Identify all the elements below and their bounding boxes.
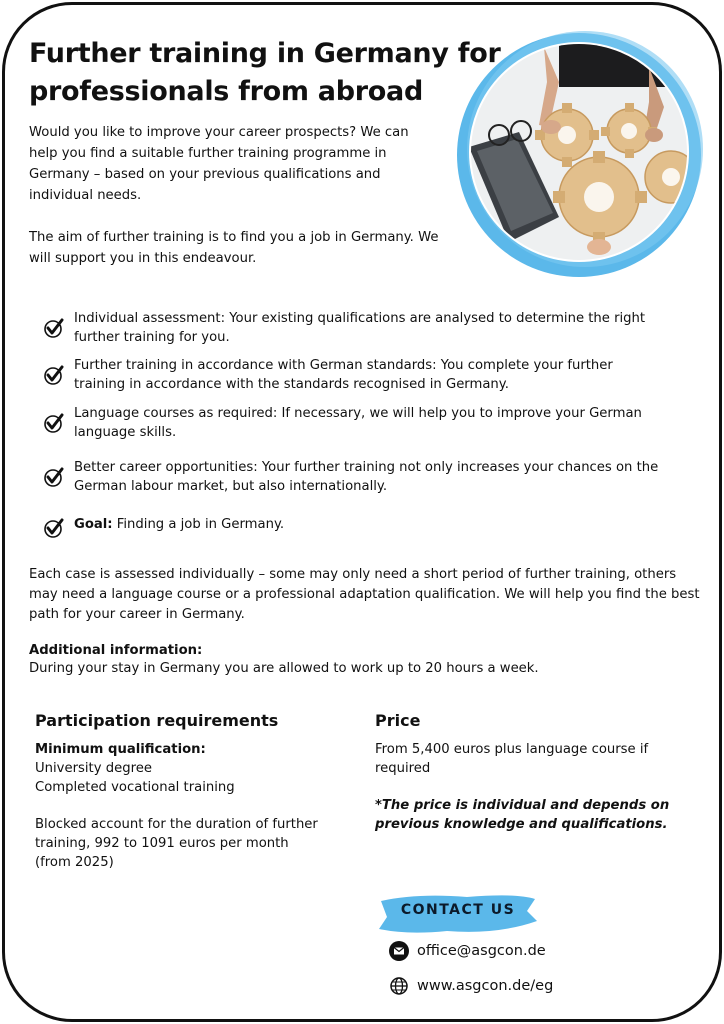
- requirement-line: Completed vocational training: [35, 780, 235, 795]
- additional-info-text: During your stay in Germany you are allowed to work up to 20 hours a week.: [29, 661, 539, 676]
- participation-requirements: [35, 711, 355, 872]
- checklist-item: [43, 404, 683, 442]
- checklist-goal-item: [43, 515, 683, 539]
- minimum-qualification-label: Minimum qualification:: [35, 742, 206, 757]
- checklist-item: [43, 458, 683, 496]
- checkmark-icon: [43, 364, 65, 386]
- price-heading: Price: [375, 711, 421, 730]
- assessment-paragraph: Each case is assessed individually – some may only need a short period of further training, others may need a language course or a professional adaptation qualification. We will help you find the best path for your career in Germany.: [29, 567, 700, 622]
- checkmark-icon: [43, 517, 65, 539]
- checklist-item-text: Better career opportunities: Your further training not only increases your chances on the German labour market, but also internationally.: [74, 460, 659, 494]
- price-note: *The price is individual and depends on previous knowledge and qualifications.: [375, 798, 670, 832]
- requirement-line: University degree: [35, 761, 152, 776]
- additional-info-heading: Additional information:: [29, 643, 203, 658]
- contact-email-row[interactable]: [389, 941, 546, 961]
- page-frame: [2, 2, 722, 1022]
- checkmark-icon: [43, 466, 65, 488]
- contact-email[interactable]: office@asgcon.de: [417, 943, 546, 959]
- mail-icon: [389, 941, 409, 961]
- checklist-item-text: Language courses as required: If necessary, we will help you to improve your German language skills.: [74, 406, 642, 440]
- requirements-heading: Participation requirements: [35, 711, 279, 730]
- checkmark-icon: [43, 317, 65, 339]
- checklist-item-text: Individual assessment: Your existing qualifications are analysed to determine the right further training for you.: [74, 311, 646, 345]
- blocked-account-line: (from 2025): [35, 855, 114, 870]
- checklist-item: [43, 356, 683, 394]
- blocked-account-line: Blocked account for the duration of further: [35, 817, 318, 832]
- contact-us-label: CONTACT US: [400, 902, 516, 918]
- goal-text: [74, 515, 664, 539]
- intro-paragraph-1: Would you like to improve your career prospects? We can help you find a suitable further training programme in Germany – based on your previous qualifications and individual needs.: [29, 125, 409, 203]
- checkmark-icon: [43, 412, 65, 434]
- intro-text: [29, 122, 439, 290]
- intro-paragraph-2: The aim of further training is to find you a job in Germany. We will support you in this endeavour.: [29, 230, 439, 266]
- price-line: required: [375, 761, 431, 776]
- goal-label: Goal:: [74, 517, 113, 532]
- globe-icon: [389, 976, 409, 996]
- contact-website[interactable]: www.asgcon.de/eg: [417, 978, 554, 994]
- gears-teamwork-photo: [449, 27, 709, 287]
- goal-value: Finding a job in Germany.: [112, 517, 285, 532]
- checklist-item: [43, 309, 683, 347]
- price-line: From 5,400 euros plus language course if: [375, 742, 649, 757]
- price-section: [375, 711, 695, 834]
- checklist-item-text: Further training in accordance with German standards: You complete your further training in accordance with the standards recognised in Germany.: [74, 358, 613, 392]
- blocked-account-line: training, 992 to 1091 euros per month: [35, 836, 289, 851]
- contact-website-row[interactable]: [389, 976, 553, 996]
- page-title: Further training in Germany for professionals from abroad: [29, 38, 501, 107]
